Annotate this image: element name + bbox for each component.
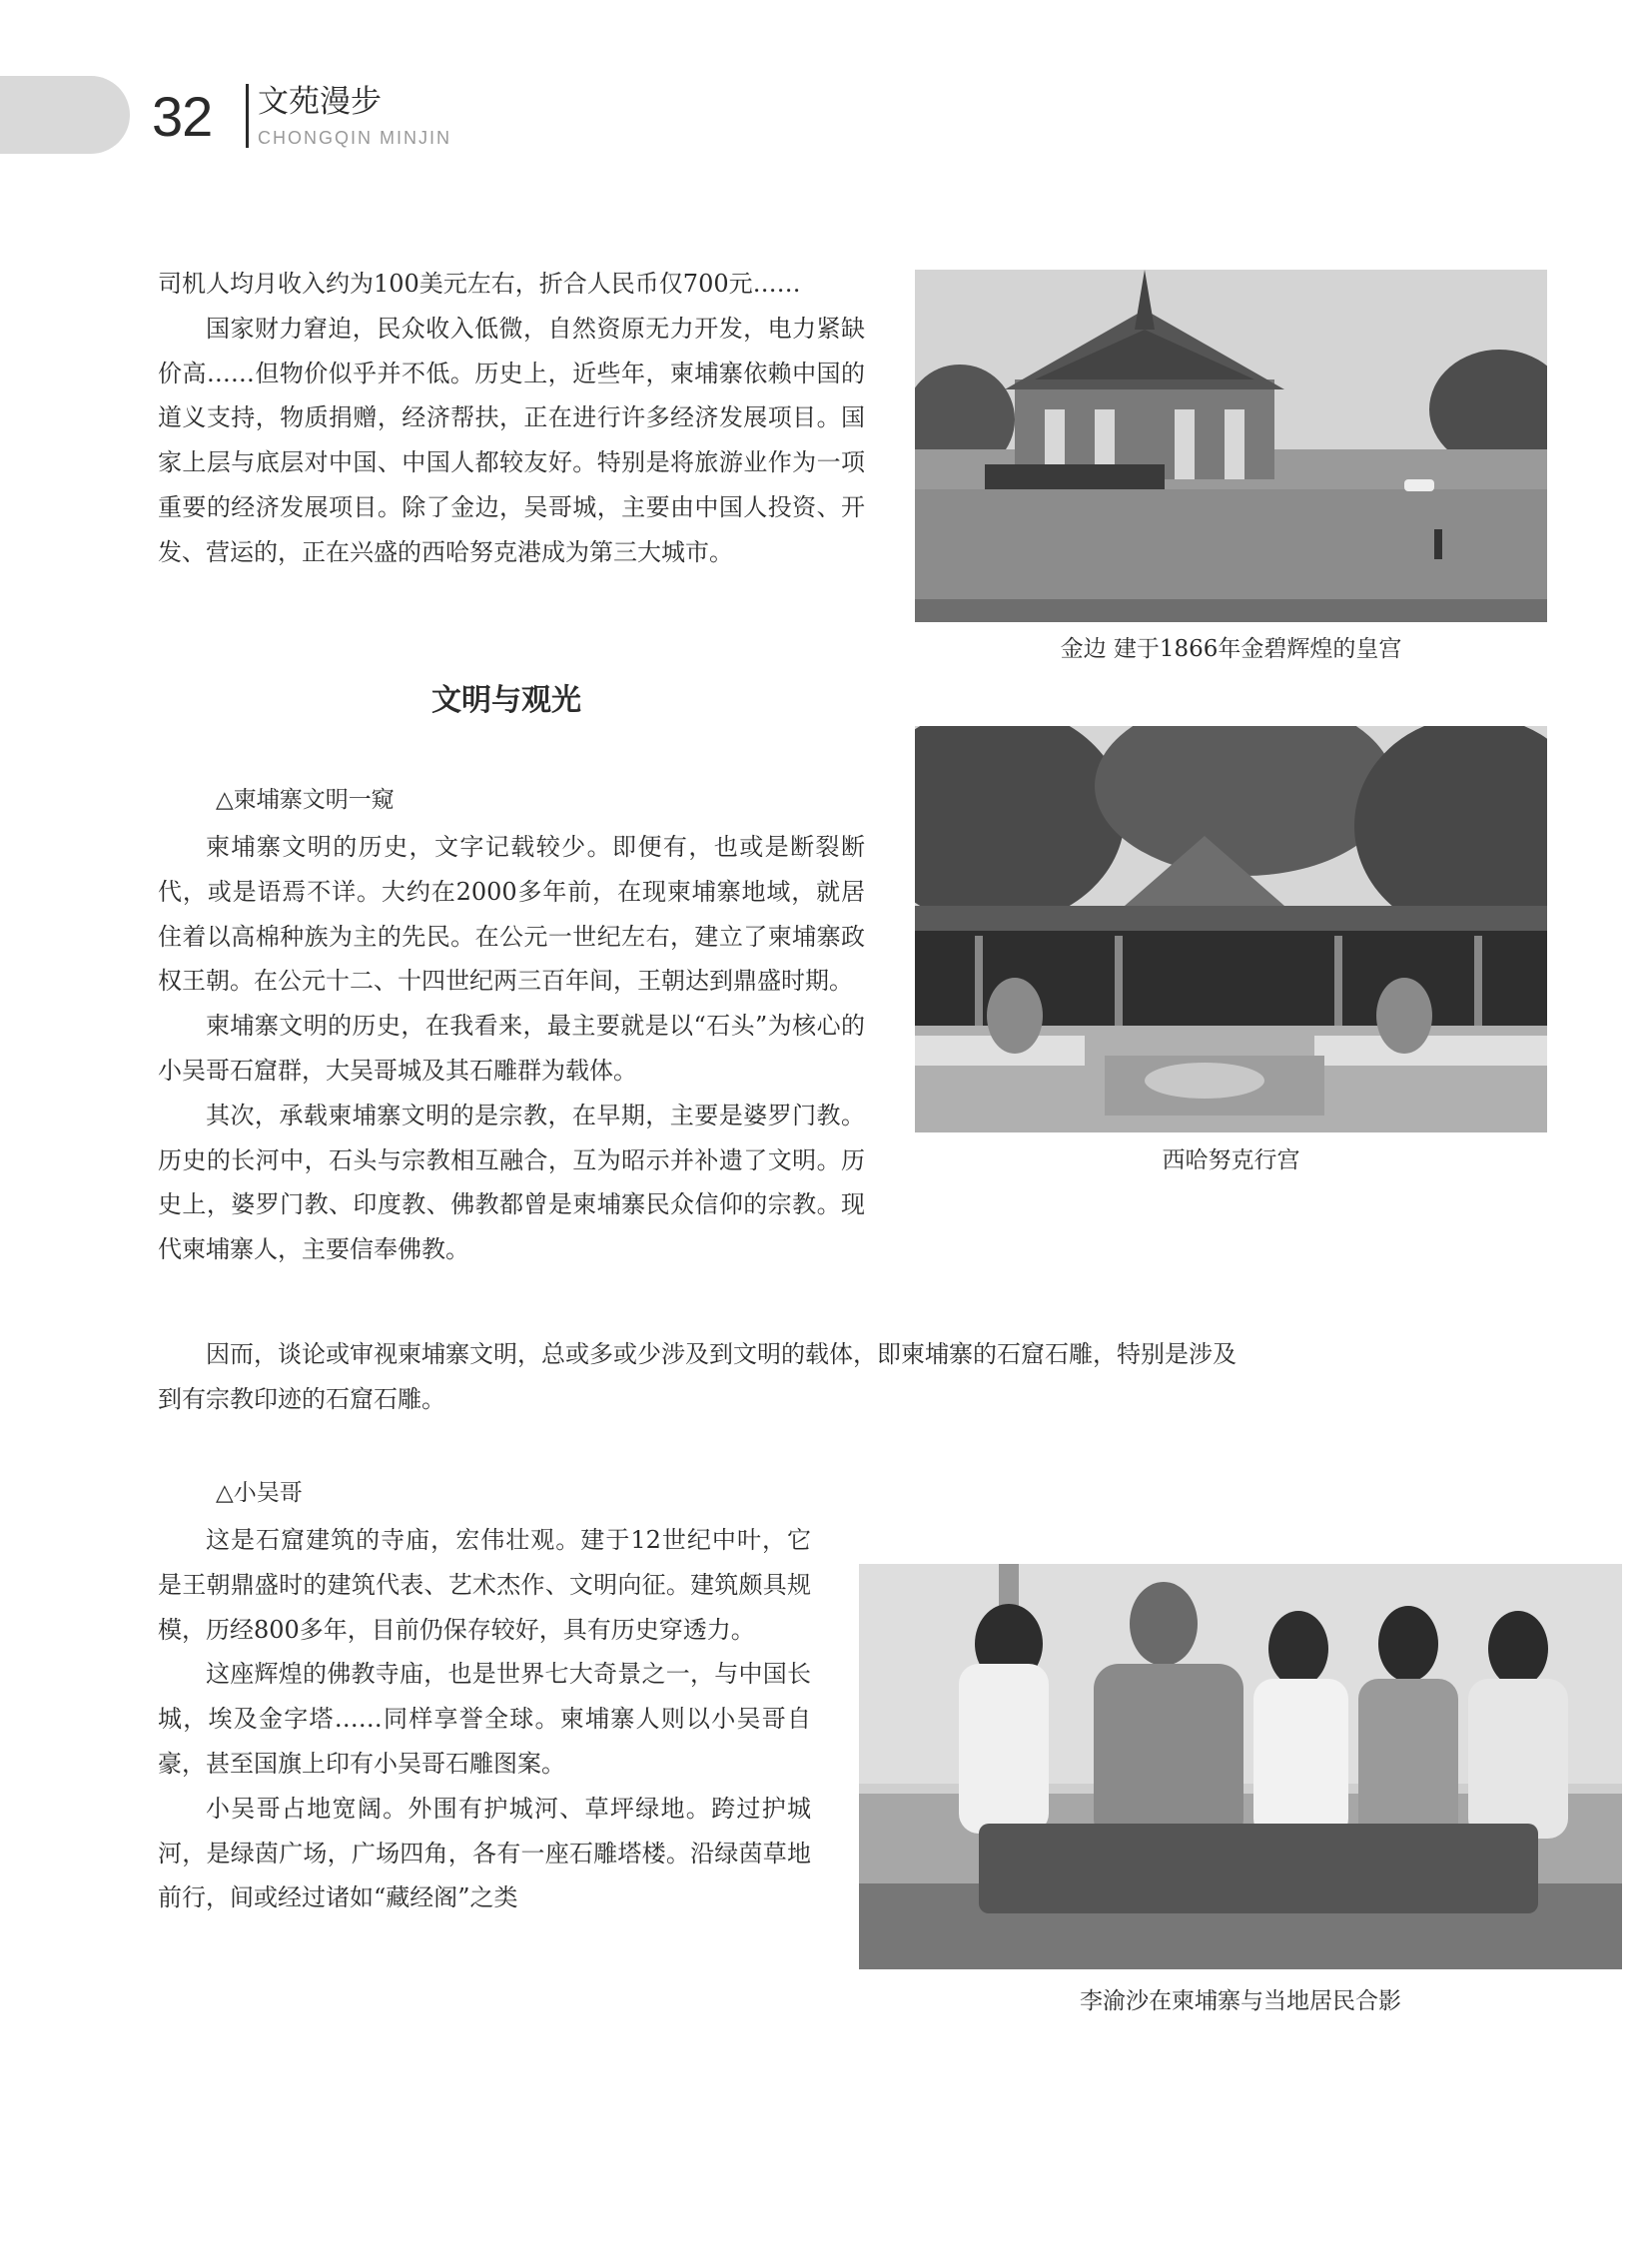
paragraph: 司机人均月收入约为100美元左右，折合人民币仅700元……: [158, 270, 801, 298]
sihanouk-palace-caption: 西哈努克行宫: [1162, 1147, 1300, 1173]
section-subtitle: CHONGQIN MINJIN: [258, 128, 451, 148]
paragraph: 柬埔寨文明的历史，文字记载较少。即便有，也或是断裂断代，或是语焉不详。大约在2000多年前，在现柬埔寨地域，就居住着以高棉种族为主的先民。在公元一世纪左右，建立了柬埔寨政权王朝。在公元十二、十四世纪两三百年间，王朝达到鼎盛时期。: [158, 833, 865, 996]
header-tab-decoration: [0, 76, 130, 154]
paragraph: 国家财力窘迫，民众收入低微，自然资原无力开发，电力紧缺价高……但物价似乎并不低。历史上，近些年，柬埔寨依赖中国的道义支持，物质捐赠，经济帮扶，正在进行许多经济发展项目。国家上层与底层对中国、中国人都较友好。特别是将旅游业作为一项重要的经济发展项目。除了金边，吴哥城，主要由中国人投资、开发、营运的，正在兴盛的西哈努克港成为第三大城市。: [158, 314, 865, 566]
page-number: 32: [152, 85, 213, 148]
group-photo: [859, 1564, 1622, 1969]
paragraph: 柬埔寨文明的历史，在我看来，最主要就是以“石头”为核心的小吴哥石窟群，大吴哥城及其石雕群为载体。: [158, 1012, 865, 1085]
civilization-text-a: [158, 825, 865, 1272]
paragraph: 这是石窟建筑的寺庙，宏伟壮观。建于12世纪中叶，它是王朝鼎盛时的建筑代表、艺术杰作、文明向征。建筑颇具规模，历经800多年，目前仍保存较好，具有历史穿透力。: [158, 1526, 811, 1644]
intro-text-block: [158, 262, 865, 575]
section-title: 文苑漫步: [258, 84, 382, 120]
paragraph: 因而，谈论或审视柬埔寨文明，总或多或少涉及到文明的载体，即柬埔寨的石窟石雕，特别是涉及到有宗教印迹的石窟石雕。: [158, 1340, 1237, 1413]
royal-palace-caption: 金边 建于1866年金碧辉煌的皇宫: [1060, 636, 1402, 662]
civilization-text-b: [158, 1332, 1237, 1422]
paragraph: 小吴哥占地宽阔。外围有护城河、草坪绿地。跨过护城河，是绿茵广场，广场四角，各有一座石雕塔楼。沿绿茵草地前行，间或经过诸如“藏经阁”之类: [158, 1794, 811, 1912]
group-photo-caption: 李渝沙在柬埔寨与当地居民合影: [1080, 1988, 1401, 2014]
subheading-civilization: △柬埔寨文明一窥: [216, 787, 395, 813]
subheading-angkor-wat: △小吴哥: [216, 1480, 303, 1506]
header-divider: [246, 84, 249, 148]
sihanouk-palace-photo: [915, 726, 1547, 1132]
section-heading: 文明与观光: [431, 683, 581, 718]
royal-palace-photo: [915, 270, 1547, 622]
paragraph: 其次，承载柬埔寨文明的是宗教，在早期，主要是婆罗门教。历史的长河中，石头与宗教相互融合，互为昭示并补遗了文明。历史上，婆罗门教、印度教、佛教都曾是柬埔寨民众信仰的宗教。现代柬埔寨人，主要信奉佛教。: [158, 1101, 865, 1264]
angkor-text: [158, 1518, 811, 1920]
paragraph: 这座辉煌的佛教寺庙，也是世界七大奇景之一，与中国长城，埃及金字塔……同样享誉全球。柬埔寨人则以小吴哥自豪，甚至国旗上印有小吴哥石雕图案。: [158, 1660, 811, 1778]
